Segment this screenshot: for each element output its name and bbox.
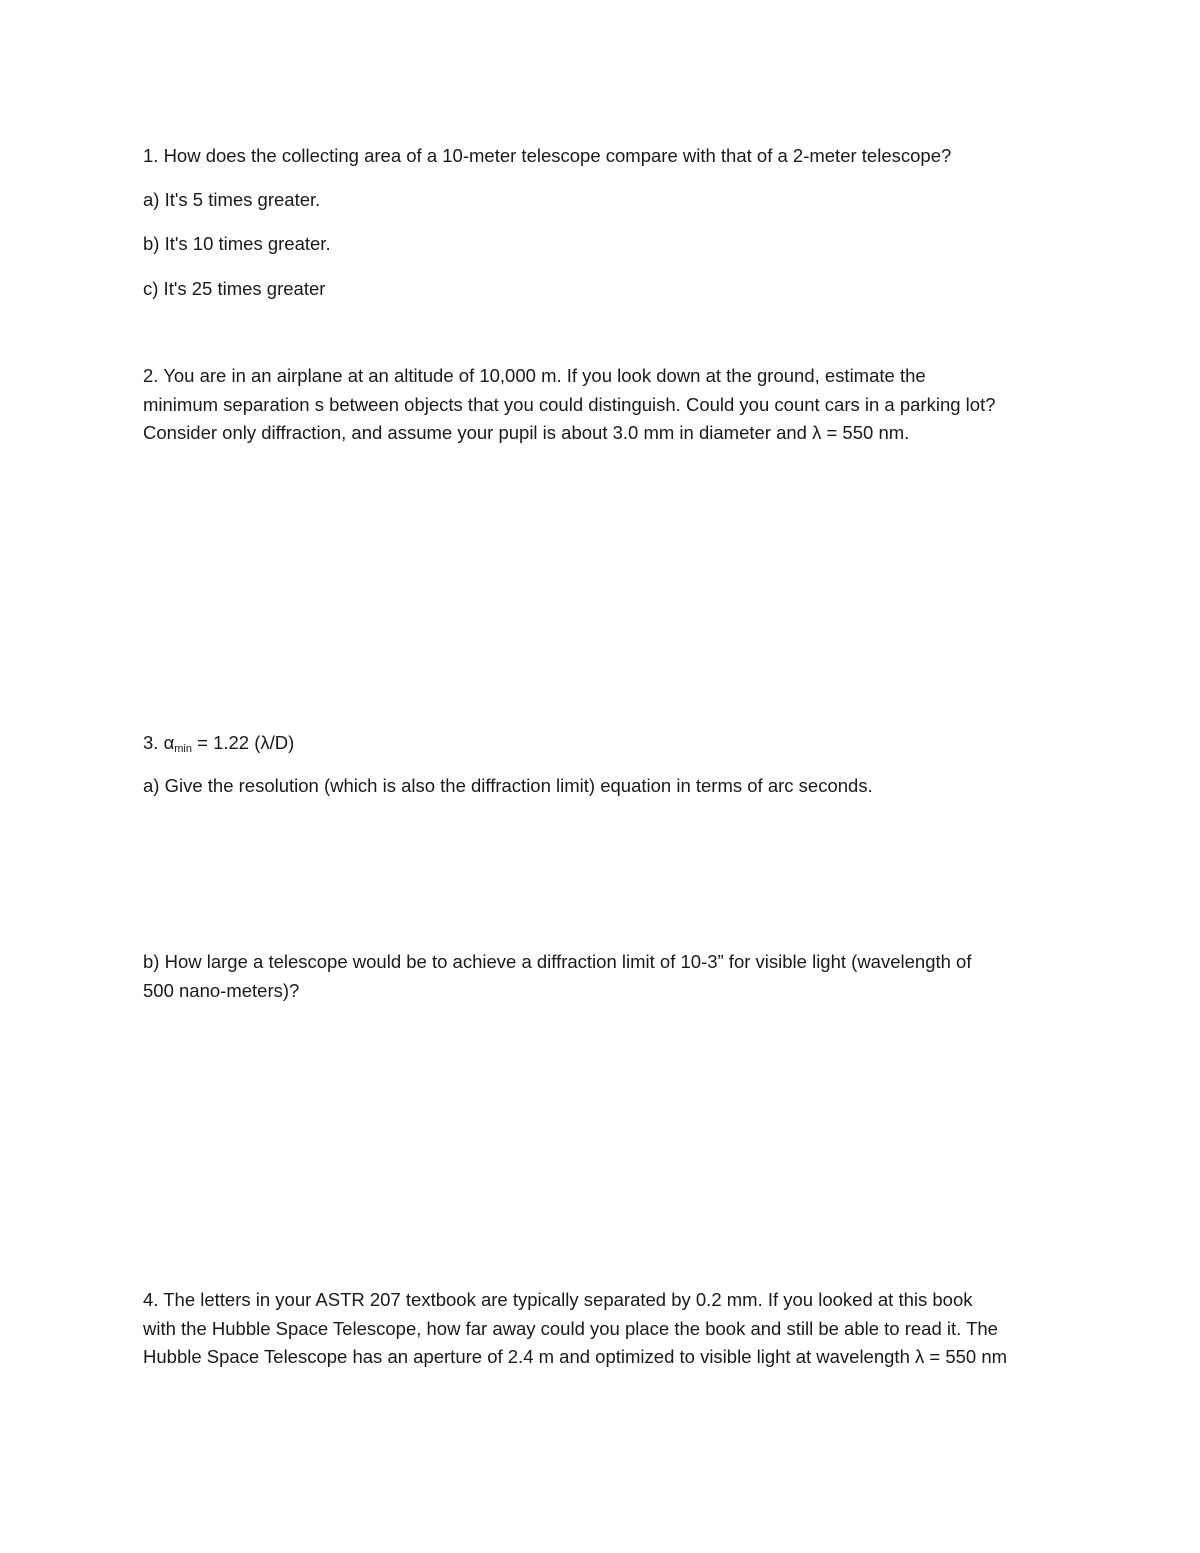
question-3-part-b-line: b) How large a telescope would be to achieve a diffraction limit of 10-3” for visible light (wavelength of (143, 951, 972, 972)
question-1-option-b: b) It's 10 times greater. (143, 233, 331, 254)
formula-suffix: = 1.22 (λ/D) (192, 732, 295, 753)
formula-prefix: 3. α (143, 732, 175, 753)
question-3-part-a: a) Give the resolution (which is also the diffraction limit) equation in terms of arc seconds. (143, 775, 873, 796)
question-4-line: with the Hubble Space Telescope, how far away could you place the book and still be able to read it. The (143, 1317, 998, 1339)
question-3-part-b-line: 500 nano-meters)? (143, 979, 300, 1001)
question-4-line: 4. The letters in your ASTR 207 textbook are typically separated by 0.2 mm. If you looked at this book (143, 1289, 973, 1310)
question-2-line: 2. You are in an airplane at an altitude of 10,000 m. If you look down at the ground, estimate the (143, 365, 926, 386)
question-3-part-b (143, 948, 1083, 1005)
question-2-line: minimum separation s between objects that you could distinguish. Could you count cars in a parking lot? (143, 393, 996, 415)
question-3-formula (143, 729, 294, 757)
question-1-option-a: a) It's 5 times greater. (143, 189, 321, 210)
formula-subscript: min (174, 743, 192, 755)
question-4-line: Hubble Space Telescope has an aperture of 2.4 m and optimized to visible light at wavelength λ = 550 nm (143, 1346, 1008, 1367)
question-1-text: 1. How does the collecting area of a 10-meter telescope compare with that of a 2-meter telescope? (143, 145, 952, 166)
question-1-option-c: c) It's 25 times greater (143, 278, 326, 299)
question-2-line: Consider only diffraction, and assume your pupil is about 3.0 mm in diameter and λ = 550 nm. (143, 422, 910, 443)
question-4-text (143, 1286, 1083, 1372)
question-2-text (143, 362, 1083, 448)
